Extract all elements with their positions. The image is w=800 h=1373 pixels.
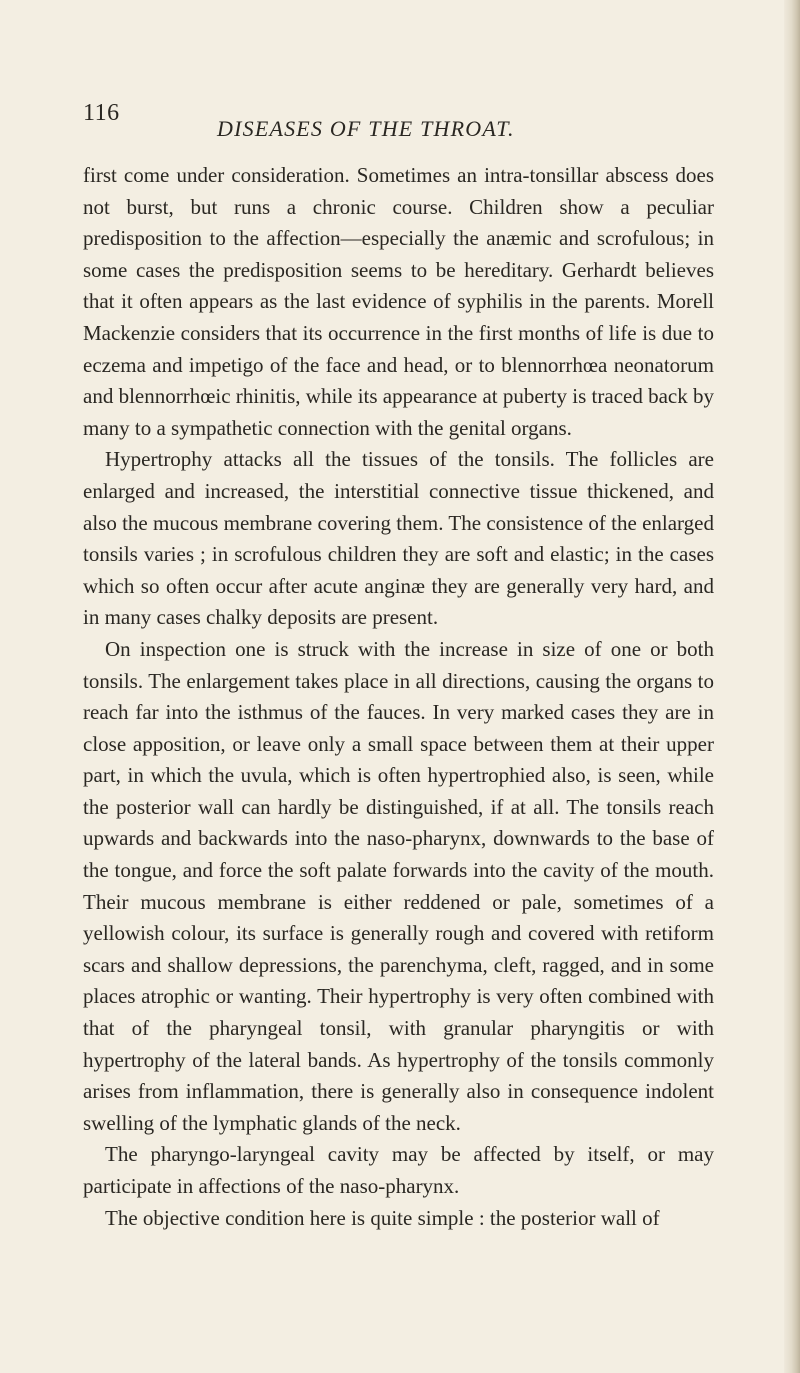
- running-head: DISEASES OF THE THROAT.: [217, 116, 515, 141]
- paragraph-4: The pharyngo-laryngeal cavity may be affected by itself, or may participate in affections of the naso-pharynx.: [83, 1142, 714, 1198]
- body-text: [83, 160, 714, 1234]
- paragraph-2: Hypertrophy attacks all the tissues of the tonsils. The follicles are enlarged and increased, the interstitial connective tissue thickened, and also the mucous membrane covering them. The consistence of the enlarged tonsils varies ; in scrofulous children they are soft and elastic; in the cases which so often occur after acute anginæ they are generally very hard, and in many cases chalky deposits are present.: [83, 447, 714, 630]
- page-header: [83, 100, 723, 140]
- paragraph-1: first come under consideration. Sometimes an intra-tonsillar abscess does not burst, but runs a chronic course. Children show a peculiar predisposition to the affection—especially the anæmic and scrofulous; in some cases the predisposition seems to be hereditary. Gerhardt believes that it often appears as the last evidence of syphilis in the parents. Morell Mackenzie considers that its occurrence in the first months of life is due to eczema and impetigo of the face and head, or to blennorrhœa neonatorum and blennorrhœic rhinitis, while its appearance at puberty is traced back by many to a sympathetic connection with the genital organs.: [83, 163, 714, 440]
- page-number: 116: [83, 100, 120, 126]
- paragraph-5: The objective condition here is quite simple : the posterior wall of: [105, 1205, 660, 1230]
- page-edge-shadow: [784, 0, 800, 1373]
- paragraph-3: On inspection one is struck with the increase in size of one or both tonsils. The enlargement takes place in all directions, causing the organs to reach far into the isthmus of the fauces. In very marked cases they are in close apposition, or leave only a small space between them at their upper part, in which the uvula, which is often hypertrophied also, is seen, while the posterior wall can hardly be distinguished, if at all. The tonsils reach upwards and backwards into the naso-pharynx, downwards to the base of the tongue, and force the soft palate forwards into the cavity of the mouth. Their mucous membrane is either reddened or pale, sometimes of a yellowish colour, its surface is generally rough and covered with retiform scars and shallow depressions, the parenchyma, cleft, ragged, and in some places atrophic or wanting. Their hypertrophy is very often combined with that of the pharyngeal tonsil, with granular pharyngitis or with hypertrophy of the lateral bands. As hypertrophy of the tonsils commonly arises from inflammation, there is generally also in consequence indolent swelling of the lymphatic glands of the neck.: [83, 636, 714, 1135]
